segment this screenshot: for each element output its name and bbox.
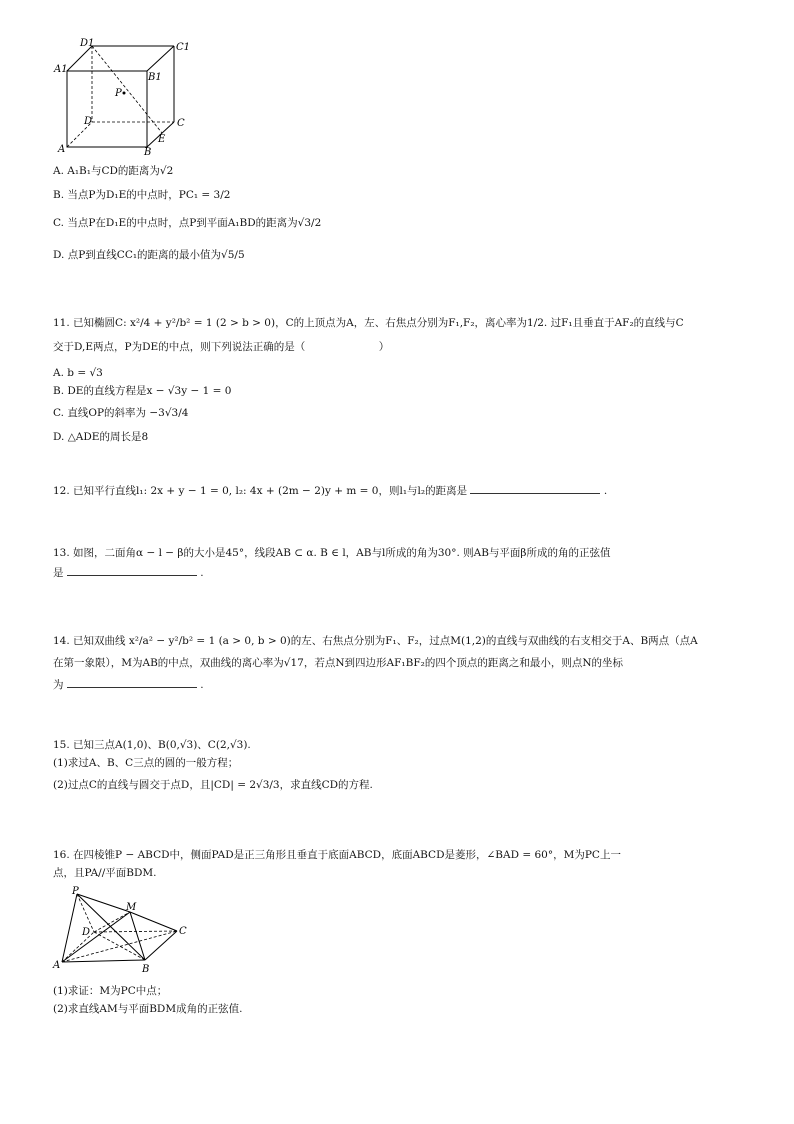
label-B: B [144, 147, 152, 156]
fig16-label-C: C [179, 926, 187, 937]
q16-part1: (1)求证：M为PC中点； [53, 985, 168, 997]
q13-line2: 是 [53, 567, 64, 579]
q14-line2: 在第一象限），M为AB的中点，双曲线的离心率为√17，若点N到四边形AF₁BF₂的四个顶点的距离之和最小，则点N的坐标 [53, 657, 624, 669]
q11-stem-line1: 11. 已知椭圆C: x²/4 + y²/b² = 1 (2 > b > 0)，C的上顶点为A，左、右焦点分别为F₁,F₂，离心率为1/2. 过F₁且垂直于AF₂的直线与C [53, 317, 684, 329]
q12-answer-blank[interactable] [470, 482, 600, 494]
q13-answer-blank[interactable] [67, 564, 197, 576]
q11-option-b: B. DE的直线方程是x − √3y − 1 = 0 [53, 385, 232, 397]
label-D: D [84, 116, 93, 127]
q11-stem-line2: 交于D,E两点，P为DE的中点，则下列说法正确的是（ ） [53, 341, 390, 353]
label-B1: B1 [148, 72, 162, 83]
label-A: A [58, 144, 66, 155]
q15-stem: 15. 已知三点A(1,0)、B(0,√3)、C(2,√3). [53, 739, 251, 751]
q16-part2: (2)求直线AM与平面BDM成角的正弦值. [53, 1003, 243, 1015]
q10-option-b: B. 当点P为D₁E的中点时，PC₁ = 3/2 [53, 189, 231, 201]
q11-option-c: C. 直线OP的斜率为 −3√3/4 [53, 407, 189, 419]
q11-option-a: A. b = √3 [53, 367, 103, 379]
label-P: P [115, 88, 122, 99]
q14-line1: 14. 已知双曲线 x²/a² − y²/b² = 1 (a > 0, b > 0)的左、右焦点分别为F₁、F₂，过点M(1,2)的直线与双曲线的右支相交于A、B两点（点A [53, 635, 698, 647]
q13-line2-row [53, 564, 204, 582]
q10-option-d: D. 点P到直线CC₁的距离的最小值为√5/5 [53, 249, 245, 261]
q11-option-d: D. △ADE的周长是8 [53, 431, 149, 443]
pyramid-figure [52, 884, 202, 976]
q15-part2: (2)过点C的直线与圆交于点D，且|CD| = 2√3/3，求直线CD的方程. [53, 779, 373, 791]
q10-option-c: C. 当点P在D₁E的中点时，点P到平面A₁BD的距离为√3/2 [53, 217, 322, 229]
q15-part1: (1)求过A、B、C三点的圆的一般方程； [53, 757, 239, 769]
fig16-label-A: A [53, 960, 61, 971]
cube-figure [52, 36, 192, 156]
q12-stem: 12. 已知平行直线l₁: 2x + y − 1 = 0, l₂: 4x + (2m − 2)y + m = 0，则l₁与l₂的距离是 [53, 485, 468, 497]
q10-option-a: A. A₁B₁与CD的距离为√2 [53, 165, 174, 177]
label-E: E [158, 134, 166, 145]
q13-end: . [200, 567, 204, 579]
q14-answer-blank[interactable] [67, 676, 197, 688]
q14-end: . [200, 679, 204, 691]
q14-line3: 为 [53, 679, 64, 691]
q12-end: . [603, 485, 608, 497]
label-C: C [177, 118, 185, 129]
label-D1: D1 [80, 38, 95, 49]
fig16-label-P: P [72, 886, 79, 897]
q16-line1: 16. 在四棱锥P − ABCD中，侧面PAD是正三角形且垂直于底面ABCD，底面ABCD是菱形，∠BAD = 60°，M为PC上一 [53, 849, 621, 861]
label-A1: A1 [54, 64, 68, 75]
q14-line3-row [53, 676, 204, 694]
fig16-label-B: B [142, 964, 150, 975]
label-C1: C1 [176, 42, 191, 53]
q13-line1: 13. 如图，二面角α − l − β的大小是45°，线段AB ⊂ α. B ∈ l，AB与l所成的角为30°. 则AB与平面β所成的角的正弦值 [53, 547, 611, 559]
q16-line2: 点，且PA//平面BDM. [53, 867, 157, 879]
fig16-label-M: M [126, 902, 137, 913]
q12-stem-row [53, 482, 607, 500]
fig16-label-D: D [82, 927, 91, 938]
